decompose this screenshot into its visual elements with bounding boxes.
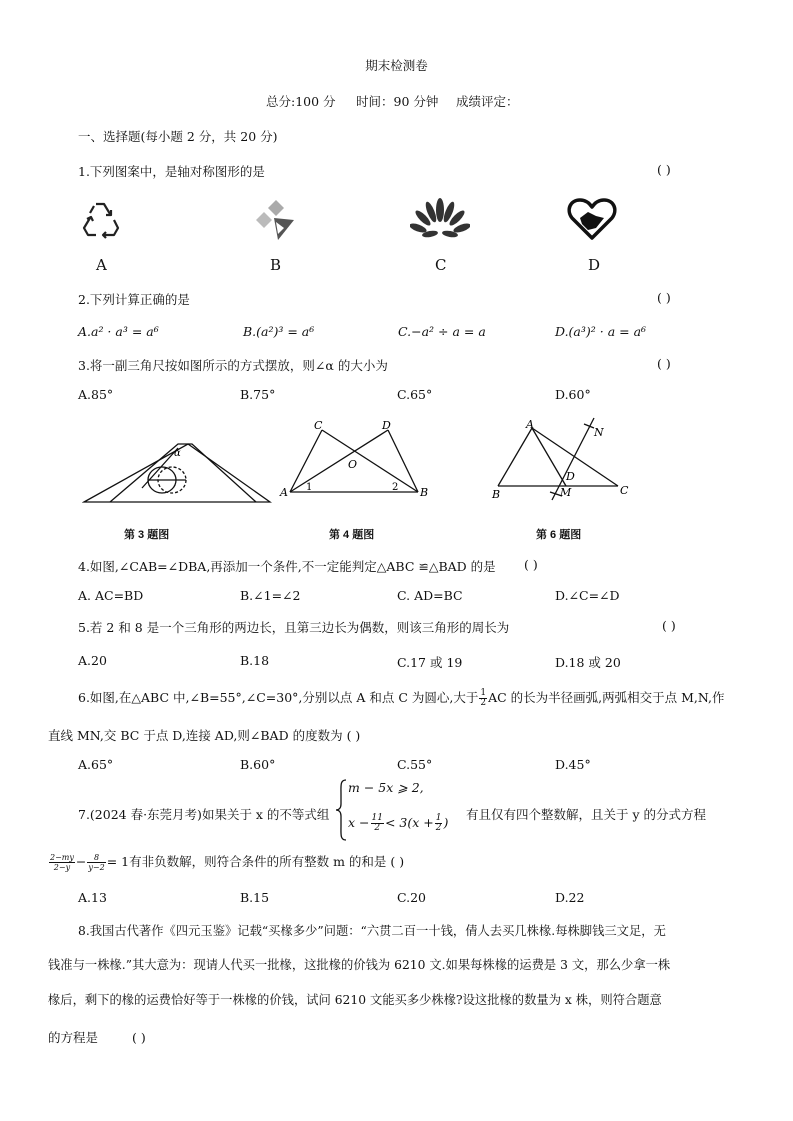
q6-frac-den: 2	[480, 698, 487, 708]
figure-6-caption: 第 6 题图	[536, 529, 582, 541]
diamond-logo-icon	[254, 198, 298, 245]
q6-stem-line1	[78, 688, 724, 708]
q3-stem: 3.将一副三角尺按如图所示的方式摆放，则∠α 的大小为	[78, 358, 388, 373]
q6-option-c[interactable]: C.55°	[397, 757, 433, 772]
q8-line-2: 钱准与一株椽.”其大意为：现请人代买一批椽，这批椽的价钱为 6210 文.如果每株椽的运费是 3 文，那么少拿一株	[48, 958, 671, 972]
q7-eq-rest: = 1有非负数解，则符合条件的所有整数 m 的和是	[106, 854, 387, 869]
q7-ineq-2-d: )	[443, 815, 449, 830]
q1-label-c: C	[435, 256, 447, 274]
q7-option-c[interactable]: C.20	[397, 890, 426, 905]
fig6-label-m: M	[560, 486, 572, 499]
q5-answer-blank[interactable]: ( )	[662, 618, 676, 633]
q7-stem-part-a: 7.(2024 春·东莞月考)如果关于 x 的不等式组	[78, 807, 330, 822]
q3-answer-blank[interactable]: ( )	[657, 356, 671, 371]
q2-option-c[interactable]: C.−a² ÷ a = a	[398, 324, 486, 339]
figure-3-caption: 第 3 题图	[124, 529, 170, 541]
fig6-label-a: A	[526, 418, 534, 431]
q6-stem-part-a: 6.如图,在△ABC 中,∠B=55°,∠C=30°,分别以点 A 和点 C 为圆心,大于	[78, 690, 479, 705]
total-score: 总分:100 分	[266, 94, 336, 109]
q7-eq-frac-1	[49, 853, 75, 872]
q6-stem-part-c: 直线 MN,交 BC 于点 D,连接 AD,则∠BAD 的度数为	[48, 728, 343, 743]
q7-frac2-num: 1	[435, 813, 442, 823]
recycle-icon	[80, 198, 124, 245]
q1-label-b: B	[270, 256, 282, 274]
figure-6	[490, 414, 636, 507]
q1-stem: 1.下列图案中，是轴对称图形的是	[78, 164, 265, 179]
fig6-label-b: B	[492, 488, 501, 501]
figure-3	[82, 438, 272, 507]
fig4-label-o: O	[348, 458, 358, 471]
q6-stem-part-b: AC 的长为半径画弧,两弧相交于点 M,N,作	[488, 690, 725, 705]
fig3-alpha-label: α	[174, 448, 181, 459]
heart-handshake-icon	[566, 196, 618, 245]
fig6-label-c: C	[620, 484, 629, 497]
fig4-label-b: B	[420, 486, 429, 499]
q7-option-a[interactable]: A.13	[78, 890, 107, 905]
q7-frac2-den: 2	[435, 823, 442, 833]
fig4-label-a: A	[280, 486, 288, 499]
figure-4-caption: 第 4 题图	[329, 529, 375, 541]
fig4-label-d: D	[382, 419, 391, 432]
q7-eq-num1: 2−my	[50, 853, 74, 862]
fig4-angle-2: 2	[392, 482, 399, 493]
q7-ineq-2-b: < 3(x +	[384, 815, 434, 830]
q5-option-a[interactable]: A.20	[78, 653, 107, 668]
q8-line-4	[48, 1028, 146, 1046]
page-title: 期末检测卷	[365, 58, 428, 73]
q1-label-d: D	[588, 256, 601, 274]
q7-frac-den: 2	[374, 823, 381, 833]
q7-eq-den2: y−2	[88, 863, 105, 872]
q8-line-4-text: 的方程是	[48, 1030, 99, 1045]
q7-option-b[interactable]: B.15	[240, 890, 270, 905]
q6-stem-line2	[48, 726, 360, 744]
q3-option-d[interactable]: D.60°	[555, 387, 591, 402]
q3-option-a[interactable]: A.85°	[78, 387, 114, 402]
fig4-label-c: C	[314, 419, 323, 432]
q7-eq-frac-2	[87, 853, 105, 872]
q7-eq-minus: −	[75, 854, 87, 869]
fig4-angle-1: 1	[306, 482, 313, 493]
q6-answer-blank[interactable]: ( )	[346, 728, 361, 743]
q6-half-fraction	[479, 689, 487, 708]
q6-frac-num: 1	[480, 688, 487, 698]
q5-stem: 5.若 2 和 8 是一个三角形的两边长，且第三边长为偶数，则该三角形的周长为	[78, 620, 510, 635]
q3-option-c[interactable]: C.65°	[397, 387, 433, 402]
q4-option-a[interactable]: A. AC=BD	[78, 588, 144, 603]
huawei-petals-icon	[410, 196, 470, 247]
q7-ineq-1: m − 5x ⩾ 2,	[348, 780, 424, 795]
q4-answer-blank[interactable]: ( )	[524, 557, 538, 572]
q1-answer-blank[interactable]: ( )	[657, 162, 671, 177]
q4-option-d[interactable]: D.∠C=∠D	[555, 588, 620, 603]
q8-answer-blank[interactable]: ( )	[132, 1030, 146, 1045]
q7-eq-num2: 8	[87, 853, 105, 863]
q7-equation-line	[48, 852, 404, 872]
q2-stem: 2.下列计算正确的是	[78, 292, 190, 307]
q4-stem: 4.如图,∠CAB=∠DBA,再添加一个条件,不一定能判定△ABC ≌△BAD 的是	[78, 559, 496, 574]
q2-option-a[interactable]: A.a² · a³ = a⁶	[78, 324, 159, 339]
q7-answer-blank[interactable]: ( )	[390, 854, 405, 869]
q7-inequality-system	[334, 778, 464, 842]
exam-time: 时间：90 分钟	[356, 94, 439, 109]
figure-4	[278, 418, 434, 507]
q2-option-d[interactable]: D.(a³)² · a = a⁶	[555, 324, 647, 339]
q8-line-3: 椽后，剩下的椽的运费恰好等于一株椽的价钱，试问 6210 文能买多少株椽?设这批椽的数量为 x 株，则符合题意	[48, 993, 662, 1007]
grade-field: 成绩评定：	[456, 94, 519, 109]
q7-frac-num: 11	[371, 813, 383, 823]
q6-option-b[interactable]: B.60°	[240, 757, 276, 772]
q1-label-a: A	[96, 256, 107, 274]
brace-icon	[334, 778, 348, 842]
q7-option-d[interactable]: D.22	[555, 890, 585, 905]
section-heading: 一、选择题(每小题 2 分，共 20 分)	[78, 129, 278, 144]
q6-option-a[interactable]: A.65°	[78, 757, 114, 772]
q7-frac-1-2	[435, 814, 443, 833]
q7-frac-11-2	[371, 814, 384, 833]
q4-option-b[interactable]: B.∠1=∠2	[240, 588, 301, 603]
fig6-label-d: D	[566, 470, 575, 483]
q5-option-c[interactable]: C.17 或 19	[397, 655, 463, 670]
q7-stem-part-b: 有且仅有四个整数解，且关于 y 的分式方程	[466, 807, 707, 822]
q7-ineq-2	[348, 814, 448, 833]
q7-ineq-2-a: x −	[348, 815, 370, 830]
q2-option-b[interactable]: B.(a²)³ = a⁶	[243, 324, 315, 339]
q3-option-b[interactable]: B.75°	[240, 387, 276, 402]
q5-option-d[interactable]: D.18 或 20	[555, 655, 621, 670]
q8-line-1: 8.我国古代著作《四元玉鉴》记载“买椽多少”问题：“六贯二百一十钱，倩人去买几株椽.每株脚钱三文足，无	[78, 924, 666, 938]
q2-answer-blank[interactable]: ( )	[657, 290, 671, 305]
q7-eq-den1: 2−y	[53, 863, 71, 872]
fig6-label-n: N	[594, 426, 604, 439]
q4-option-c[interactable]: C. AD=BC	[397, 588, 463, 603]
q6-option-d[interactable]: D.45°	[555, 757, 591, 772]
q5-option-b[interactable]: B.18	[240, 653, 270, 668]
